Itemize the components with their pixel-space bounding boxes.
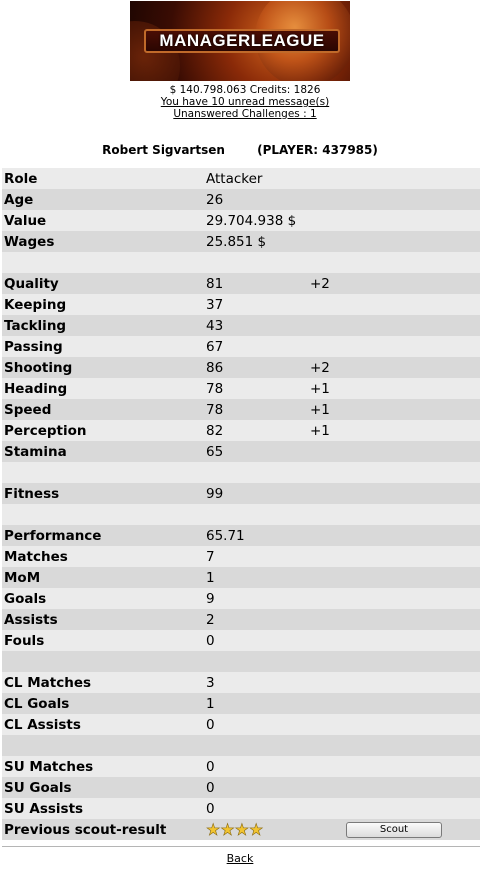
stat-spacer-row: [2, 735, 480, 756]
back-link[interactable]: Back: [226, 852, 254, 865]
stat-value: 82: [206, 422, 224, 439]
player-stats-table: [2, 168, 480, 840]
logo-text: MANAGERLEAGUE: [159, 31, 325, 50]
stat-label: Wages: [4, 233, 55, 250]
stat-spacer-row: [2, 651, 480, 672]
stat-row-perception: [2, 420, 480, 441]
stat-value: 78: [206, 401, 224, 418]
stat-label: SU Goals: [4, 779, 72, 796]
stat-change: +1: [310, 401, 330, 418]
stat-value: 37: [206, 296, 224, 313]
player-id: (PLAYER: 437985): [257, 143, 378, 157]
player-name: Robert Sigvartsen: [102, 143, 225, 157]
star-icon: ★: [220, 819, 235, 839]
money-credits-line: $ 140.798.063 Credits: 1826: [169, 84, 321, 96]
scout-button[interactable]: Scout: [346, 822, 442, 838]
stat-label: CL Goals: [4, 695, 70, 712]
stat-change: +1: [310, 422, 330, 439]
star-icon: ★: [249, 819, 264, 839]
stat-value: 86: [206, 359, 224, 376]
stat-label: Heading: [4, 380, 68, 397]
stat-label: Stamina: [4, 443, 67, 460]
stat-row-fouls: [2, 630, 480, 651]
stat-label: Keeping: [4, 296, 67, 313]
stat-label: Tackling: [4, 317, 67, 334]
stat-label: SU Assists: [4, 800, 84, 817]
stat-value: 78: [206, 380, 224, 397]
scout-rating-stars: [206, 819, 310, 840]
stat-row-cl-matches: [2, 672, 480, 693]
stat-value: 1: [206, 695, 215, 712]
stat-row-wages: [2, 231, 480, 252]
stat-value: 65: [206, 443, 224, 460]
star-icon: ★: [234, 819, 250, 839]
stat-row-matches: [2, 546, 480, 567]
stat-value: 43: [206, 317, 224, 334]
stat-label: Goals: [4, 590, 47, 607]
stat-row-cl-assists: [2, 714, 480, 735]
stat-label: Performance: [4, 527, 102, 544]
stat-value: 0: [206, 632, 215, 649]
stat-label: Assists: [4, 611, 58, 628]
stat-row-previous-scout-result: [2, 819, 480, 840]
stat-value: Attacker: [206, 170, 263, 187]
stat-row-su-matches: [2, 756, 480, 777]
stat-label: Fouls: [4, 632, 45, 649]
stat-label: MoM: [4, 569, 41, 586]
stat-value: 2: [206, 611, 215, 628]
stat-row-performance: [2, 525, 480, 546]
stat-value: 9: [206, 590, 215, 607]
stat-row-mom: [2, 567, 480, 588]
stat-change: +2: [310, 359, 330, 376]
stat-value: 99: [206, 485, 224, 502]
stat-row-age: [2, 189, 480, 210]
stat-row-assists: [2, 609, 480, 630]
stat-label: Quality: [4, 275, 59, 292]
stat-label: Matches: [4, 548, 68, 565]
stat-row-heading: [2, 378, 480, 399]
stat-label: Value: [4, 212, 47, 229]
challenges-line: [0, 108, 490, 121]
stat-label: Speed: [4, 401, 52, 418]
footer-divider: [2, 846, 480, 847]
unanswered-challenges-link[interactable]: Unanswered Challenges : 1: [173, 108, 317, 120]
stat-value: 67: [206, 338, 224, 355]
scout-button-cell: [310, 822, 480, 838]
stat-label: Perception: [4, 422, 87, 439]
stat-label: Shooting: [4, 359, 73, 376]
stat-row-role: [2, 168, 480, 189]
stat-change: +2: [310, 275, 330, 292]
stat-change: +1: [310, 380, 330, 397]
stat-spacer-row: [2, 462, 480, 483]
stat-value: 29.704.938 $: [206, 212, 297, 229]
stat-value: 26: [206, 191, 224, 208]
unread-messages-link[interactable]: You have 10 unread message(s): [160, 96, 330, 108]
scout-result-label: Previous scout-result: [4, 821, 167, 838]
stat-row-value: [2, 210, 480, 231]
stat-label: Passing: [4, 338, 63, 355]
stat-row-shooting: [2, 357, 480, 378]
stat-label: Role: [4, 170, 38, 187]
stat-row-goals: [2, 588, 480, 609]
stat-value: 3: [206, 674, 215, 691]
stat-value: 1: [206, 569, 215, 586]
managerleague-logo[interactable]: [130, 1, 350, 81]
stat-row-tackling: [2, 315, 480, 336]
stat-row-stamina: [2, 441, 480, 462]
stat-row-keeping: [2, 294, 480, 315]
stat-value: 0: [206, 800, 215, 817]
stat-row-cl-goals: [2, 693, 480, 714]
stat-value: 65.71: [206, 527, 245, 544]
stat-spacer-row: [2, 252, 480, 273]
star-icon: ★: [206, 819, 221, 839]
stat-value: 25.851 $: [206, 233, 267, 250]
stat-value: 0: [206, 779, 215, 796]
stat-row-quality: [2, 273, 480, 294]
stat-row-passing: [2, 336, 480, 357]
stat-label: Age: [4, 191, 34, 208]
stat-row-su-assists: [2, 798, 480, 819]
stat-label: CL Matches: [4, 674, 92, 691]
stat-spacer-row: [2, 504, 480, 525]
stat-value: 0: [206, 716, 215, 733]
stat-value: 0: [206, 758, 215, 775]
stat-label: Fitness: [4, 485, 60, 502]
stat-row-su-goals: [2, 777, 480, 798]
stat-value: 81: [206, 275, 224, 292]
player-title: [0, 143, 480, 157]
stat-label: SU Matches: [4, 758, 94, 775]
stat-row-speed: [2, 399, 480, 420]
stat-row-fitness: [2, 483, 480, 504]
stat-value: 7: [206, 548, 215, 565]
stat-label: CL Assists: [4, 716, 81, 733]
back-container: [0, 852, 480, 865]
